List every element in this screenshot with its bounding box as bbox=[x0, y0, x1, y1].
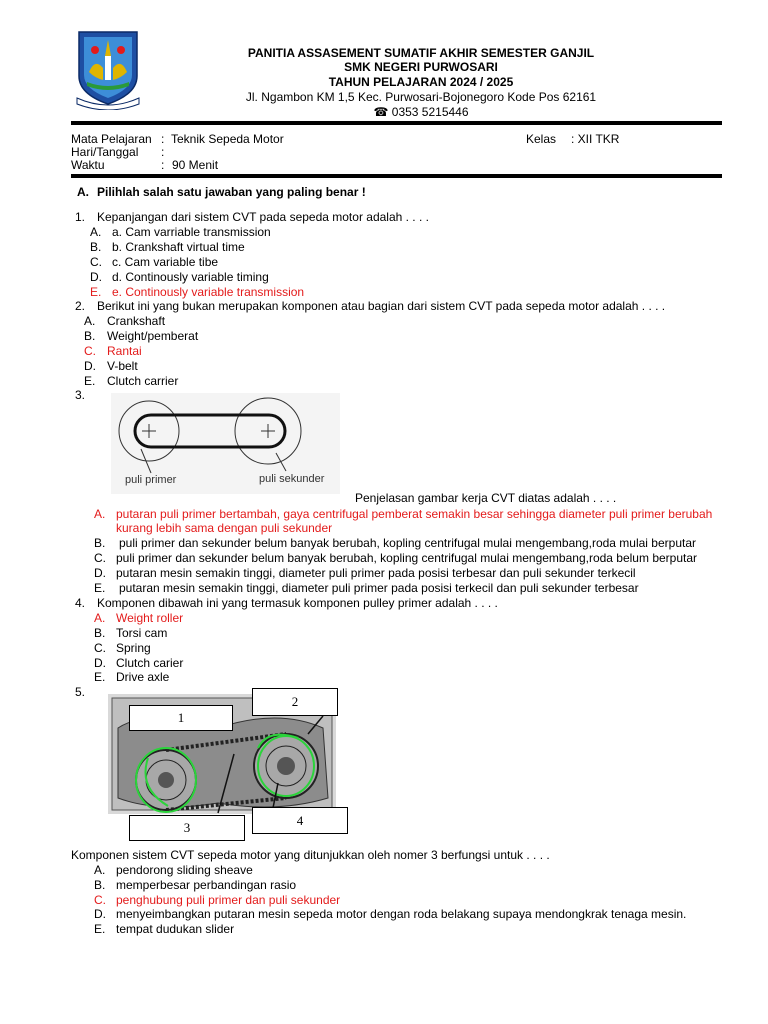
q4-option-d: D. Clutch carier bbox=[94, 656, 184, 670]
q5-label-box-4: 4 bbox=[252, 807, 348, 834]
q3-option-b: B. puli primer dan sekunder belum banyak berubah, kopling centrifugal mulai mengembang,roda mulai berputar bbox=[94, 536, 697, 550]
q5-label-box-3: 3 bbox=[129, 815, 245, 841]
q1-option-e-answer: E. e. Continously variable transmission bbox=[90, 285, 305, 299]
q5-text: Komponen sistem CVT sepeda motor yang ditunjukkan oleh nomer 3 berfungsi untuk . . . . bbox=[71, 848, 550, 862]
time-label: Waktu bbox=[71, 158, 105, 172]
header-phone: ☎ 0353 5215446 bbox=[373, 105, 469, 119]
q2-option-b: B. Weight/pemberat bbox=[84, 329, 199, 343]
q3-cvt-pulley-figure bbox=[111, 393, 340, 494]
q1-option-d: D. d. Continously variable timing bbox=[90, 270, 269, 284]
subject-label: Mata Pelajaran bbox=[71, 132, 152, 146]
q2-option-a: A. Crankshaft bbox=[84, 314, 166, 328]
phone-icon: ☎ bbox=[373, 105, 389, 119]
q2-text: Berikut ini yang bukan merupakan komponen atau bagian dari sistem CVT pada sepeda motor adalah . . . . bbox=[97, 299, 666, 313]
q4-option-c: C. Spring bbox=[94, 641, 151, 655]
subject-value: Teknik Sepeda Motor bbox=[171, 132, 284, 146]
q3-text: Penjelasan gambar kerja CVT diatas adalah . . . . bbox=[355, 491, 617, 505]
q3-option-a-answer-cont: kurang lebih sama dengan puli sekunder bbox=[116, 521, 333, 535]
q5-option-b: B. memperbesar perbandingan rasio bbox=[94, 878, 297, 892]
section-letter: A. bbox=[77, 185, 89, 199]
class-label: Kelas bbox=[526, 132, 557, 146]
q5-option-d: D. menyeimbangkan putaran mesin sepeda motor dengan roda belakang supaya mendongkrak tenaga mesin. bbox=[94, 907, 687, 921]
q2-option-e: E. Clutch carrier bbox=[84, 374, 179, 388]
q1-option-a: A. a. Cam varriable transmission bbox=[90, 225, 271, 239]
header-academic-year: TAHUN PELAJARAN 2024 / 2025 bbox=[328, 75, 514, 89]
date-label: Hari/Tanggal bbox=[71, 145, 139, 159]
q5-option-e: E. tempat dudukan slider bbox=[94, 922, 235, 936]
q3-option-c: C. puli primer dan sekunder belum banyak berubah, kopling centrifugal mulai mengembang,roda belum berputar bbox=[94, 551, 698, 565]
q4-number: 4. bbox=[75, 596, 86, 610]
time-colon: : bbox=[161, 158, 165, 172]
q4-option-e: E. Drive axle bbox=[94, 670, 170, 684]
section-title: Pilihlah salah satu jawaban yang paling benar ! bbox=[97, 185, 366, 199]
q5-label-box-2: 2 bbox=[252, 688, 338, 716]
q1-option-b: B. b. Crankshaft virtual time bbox=[90, 240, 245, 254]
q1-text: Kepanjangan dari sistem CVT pada sepeda motor adalah . . . . bbox=[97, 210, 429, 224]
class-value: : XII TKR bbox=[571, 132, 620, 146]
info-rule bbox=[71, 174, 722, 178]
date-value: : bbox=[161, 145, 165, 159]
q5-label-box-1: 1 bbox=[129, 705, 233, 731]
q5-option-a: A. pendorong sliding sheave bbox=[94, 863, 253, 877]
header-address: Jl. Ngambon KM 1,5 Kec. Purwosari-Bojonegoro Kode Pos 62161 bbox=[245, 90, 597, 104]
q1-option-c: C. c. Cam variable tibe bbox=[90, 255, 219, 269]
subject-colon: : bbox=[161, 132, 165, 146]
label-primary-pulley: puli primer bbox=[125, 474, 177, 486]
q4-option-a-answer: A. Weight roller bbox=[94, 611, 184, 625]
q3-option-e: E. putaran mesin semakin tinggi, diameter puli primer pada posisi terkecil dan puli sekunder terbesar bbox=[94, 581, 639, 595]
q2-option-d: D. V-belt bbox=[84, 359, 138, 373]
header-committee: PANITIA ASSASEMENT SUMATIF AKHIR SEMESTER GANJIL bbox=[247, 46, 595, 60]
q4-option-b: B. Torsi cam bbox=[94, 626, 168, 640]
q4-text: Komponen dibawah ini yang termasuk komponen pulley primer adalah . . . . bbox=[97, 596, 498, 610]
q5-option-c-answer: C. penghubung puli primer dan puli sekunder bbox=[94, 893, 341, 907]
q3-option-d: D. putaran mesin semakin tinggi, diameter puli primer pada posisi terbesar dan puli sekunder terkecil bbox=[94, 566, 636, 580]
header-school-name: SMK NEGERI PURWOSARI bbox=[344, 60, 498, 74]
label-secondary-pulley: puli sekunder bbox=[259, 473, 325, 485]
q2-option-c-answer: C. Rantai bbox=[84, 344, 142, 358]
time-value: 90 Menit bbox=[172, 158, 219, 172]
header-rule bbox=[71, 121, 722, 125]
q3-option-a-answer: A. putaran puli primer bertambah, gaya centrifugal pemberat semakin besar sehingga diameter puli primer berubah bbox=[94, 507, 713, 521]
q2-number: 2. bbox=[75, 299, 86, 313]
q5-number: 5. bbox=[75, 685, 86, 699]
q3-number: 3. bbox=[75, 388, 86, 402]
q1-number: 1. bbox=[75, 210, 86, 224]
